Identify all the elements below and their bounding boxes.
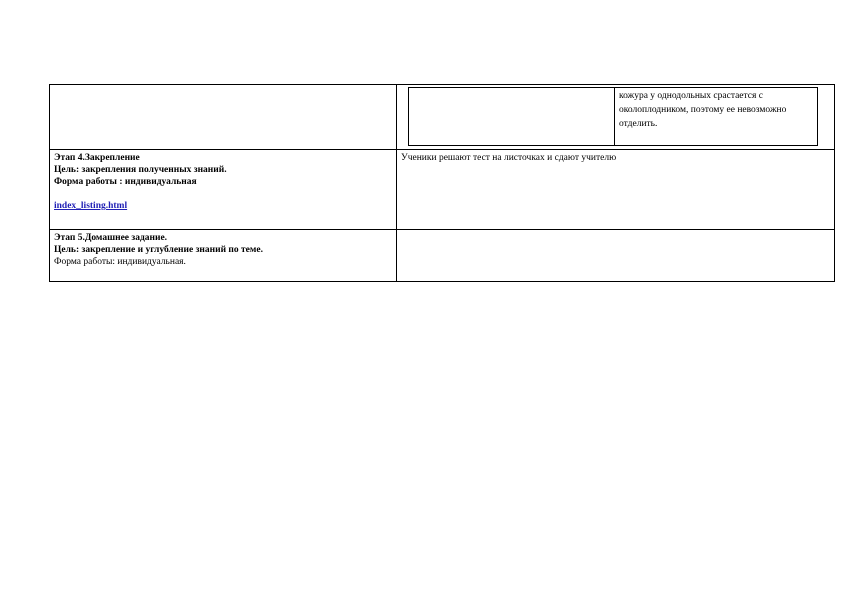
lesson-plan-table xyxy=(49,84,835,282)
nested-left-cell xyxy=(409,88,615,146)
row3-right-cell xyxy=(397,230,835,282)
row1-right-cell xyxy=(397,85,835,150)
table-row xyxy=(50,230,835,282)
stage-goal: Цель: закрепления полученных знаний. xyxy=(54,165,227,175)
stage-title: Этап 4.Закрепление xyxy=(54,153,140,163)
file-link[interactable]: index_listing.html xyxy=(54,201,128,211)
nested-right-cell: кожура у однодольных срастается с околоплодником, поэтому ее невозможно отделить. xyxy=(615,88,818,146)
work-form: Форма работы : индивидуальная xyxy=(54,177,197,187)
row2-right-cell: Ученики решают тест на листочках и сдают учителю xyxy=(397,150,835,230)
nested-table xyxy=(408,87,818,146)
table-row xyxy=(50,85,835,150)
row2-left-cell xyxy=(50,150,397,230)
work-form: Форма работы: индивидуальная. xyxy=(54,257,186,267)
row1-left-cell xyxy=(50,85,397,150)
row3-left-cell xyxy=(50,230,397,282)
stage-goal: Цель: закрепление и углубление знаний по теме. xyxy=(54,245,263,255)
table-row xyxy=(50,150,835,230)
stage-title: Этап 5.Домашнее задание. xyxy=(54,233,168,243)
